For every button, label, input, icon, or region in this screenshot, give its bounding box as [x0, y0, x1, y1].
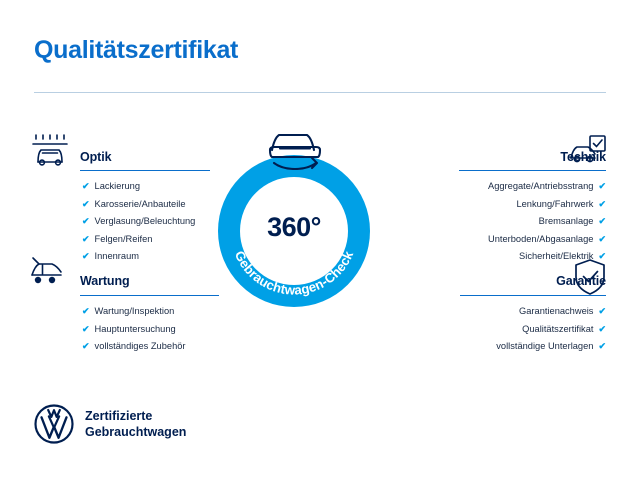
- list-optik: [82, 178, 195, 266]
- car-rotate-icon: [264, 124, 326, 170]
- page-title: Qualitätszertifikat: [34, 36, 239, 64]
- check-icon: ✔: [598, 181, 606, 191]
- car-wash-icon: [30, 132, 70, 173]
- check-icon: ✔: [82, 181, 90, 191]
- list-item: [496, 321, 606, 339]
- list-item-label: Hauptuntersuchung: [94, 323, 176, 334]
- check-icon: ✔: [598, 198, 606, 209]
- list-item: [82, 338, 186, 356]
- list-item-label: Lackierung: [94, 181, 141, 191]
- check-icon: ✔: [598, 251, 606, 262]
- list-item: [82, 231, 195, 249]
- check-icon: ✔: [82, 198, 90, 209]
- list-wartung: [82, 303, 186, 356]
- car-lift-icon: [28, 255, 70, 294]
- section-heading-wartung: Wartung: [80, 274, 130, 288]
- check-icon: ✔: [82, 306, 90, 316]
- list-item: [82, 196, 195, 214]
- list-item-label: Felgen/Reifen: [94, 233, 153, 244]
- check-icon: ✔: [598, 323, 606, 334]
- list-item: [496, 303, 606, 321]
- check-icon: ✔: [598, 216, 606, 227]
- list-item: [82, 303, 186, 321]
- list-item: [488, 178, 606, 196]
- check-icon: ✔: [598, 233, 606, 244]
- footer-line-2: Gebrauchtwagen: [85, 425, 187, 439]
- list-item: [82, 178, 195, 196]
- list-item: [488, 231, 606, 249]
- list-item-label: vollständiges Zubehör: [94, 341, 186, 352]
- list-item-label: Karosserie/Anbauteile: [94, 198, 186, 209]
- check-icon: ✔: [82, 341, 90, 352]
- section-heading-garantie: Garantie: [556, 274, 606, 288]
- list-garantie: [496, 303, 606, 356]
- check-icon: ✔: [82, 216, 90, 227]
- list-item-label: Qualitätszertifikat: [522, 323, 594, 334]
- list-item-label: Bremsanlage: [538, 216, 594, 227]
- footer-text: [85, 408, 186, 440]
- section-divider-technik: [459, 170, 606, 171]
- list-item-label: Innenraum: [94, 251, 139, 262]
- footer-line-1: Zertifizierte: [85, 409, 153, 423]
- list-item-label: Lenkung/Fahrwerk: [516, 198, 594, 209]
- list-item-label: Sicherheit/Elektrik: [519, 251, 594, 262]
- list-item-label: Wartung/Inspektion: [94, 306, 175, 316]
- badge-degrees: 360°: [267, 212, 321, 242]
- section-divider-wartung: [80, 295, 219, 296]
- check-icon: ✔: [598, 341, 606, 352]
- list-item-label: Garantienachweis: [519, 306, 594, 316]
- check-icon: ✔: [598, 306, 606, 316]
- svg-text:Gebrauchtwagen-Check: [232, 248, 357, 298]
- vw-logo: [34, 404, 74, 444]
- list-technik: [488, 178, 606, 266]
- list-item: [82, 248, 195, 266]
- list-item: [496, 338, 606, 356]
- section-divider-garantie: [460, 295, 606, 296]
- list-item-label: Unterboden/Abgasanlage: [488, 233, 594, 244]
- list-item-label: Aggregate/Antriebsstrang: [488, 181, 594, 191]
- section-heading-technik: Technik: [560, 150, 606, 164]
- list-item: [82, 321, 186, 339]
- check-icon: ✔: [82, 251, 90, 262]
- list-item-label: vollständige Unterlagen: [496, 341, 594, 352]
- title-divider: [34, 92, 606, 93]
- list-item: [488, 213, 606, 231]
- badge-360-check: [218, 155, 370, 307]
- check-icon: ✔: [82, 233, 90, 244]
- footer-brand: [34, 404, 186, 444]
- section-heading-optik: Optik: [80, 150, 112, 164]
- section-divider-optik: [80, 170, 210, 171]
- check-icon: ✔: [82, 323, 90, 334]
- list-item: [488, 196, 606, 214]
- badge-arc-label: Gebrauchtwagen-Check: [231, 248, 357, 298]
- list-item: [82, 213, 195, 231]
- list-item-label: Verglasung/Beleuchtung: [94, 216, 196, 227]
